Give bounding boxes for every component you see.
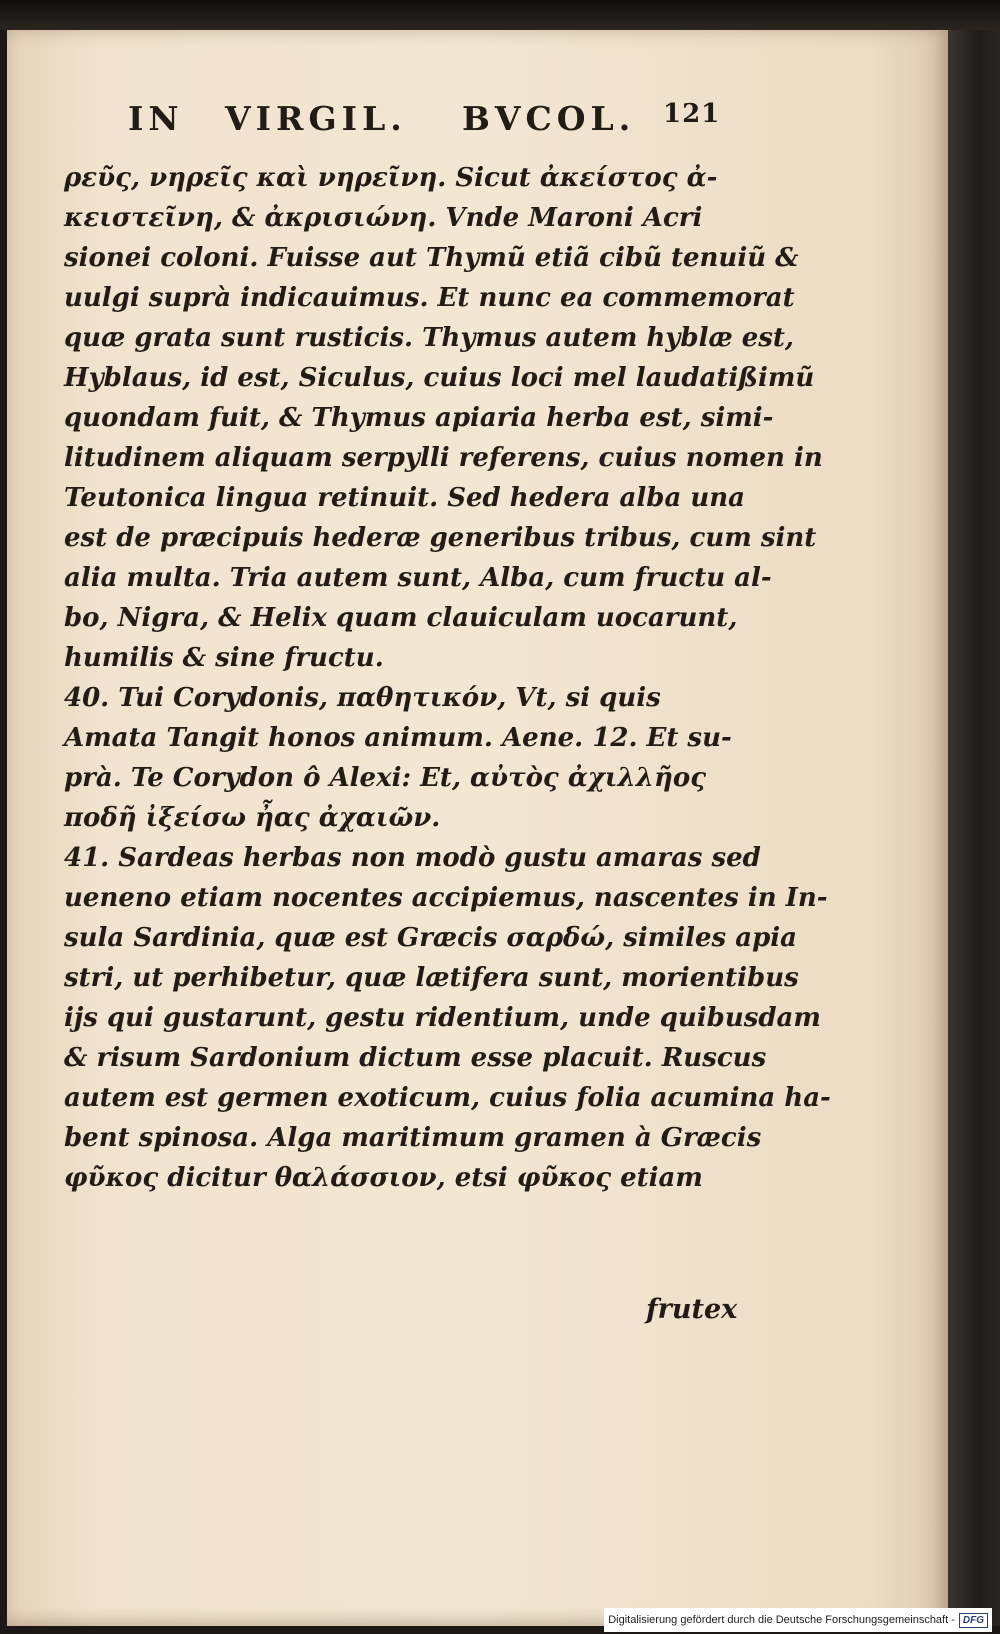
text-line: ρεῦς, νηρεῖς καὶ νηρεῖνη. Sicut ἀκείστος ἀ- (64, 163, 718, 193)
text-line: sula Sardinia, quæ est Græcis σαρδώ, similes apia (64, 923, 797, 953)
text-line: ueneno etiam nocentes accipiemus, nascentes in In- (64, 883, 828, 913)
catchword: frutex (646, 1294, 738, 1325)
text-line: est de præcipuis hederæ generibus tribus, cum sint (64, 523, 817, 553)
text-line: Hyblaus, id est, Siculus, cuius loci mel laudatißimũ (64, 363, 815, 393)
text-line: Amata Tangit honos animum. Aene. 12. Et su- (64, 723, 732, 753)
text-line: stri, ut perhibetur, quæ lætifera sunt, morientibus (64, 963, 799, 993)
note-41-line: 41. Sardeas herbas non modò gustu amaras sed (64, 843, 761, 873)
text-line: autem est germen exoticum, cuius folia acumina ha- (64, 1083, 831, 1113)
text-line: uulgi suprà indicauimus. Et nunc ea commemorat (64, 283, 795, 313)
text-line: φῦκος dicitur θαλάσσιον, etsi φῦκος etiam (64, 1163, 703, 1193)
text-line: sionei coloni. Fuisse aut Thymũ etiã cibũ tenuiũ & (64, 243, 799, 273)
page-number: 121 (663, 99, 721, 129)
note-40-line: 40. Tui Corydonis, παθητικόν, Vt, si quis (64, 683, 661, 713)
credit-text: Digitalisierung gefördert durch die Deutsche Forschungsgemeinschaft - (608, 1614, 955, 1626)
text-line: bent spinosa. Alga maritimum gramen à Græcis (64, 1123, 762, 1153)
text-line: ποδῆ ἰξείσω ἦας ἀχαιῶν. (64, 803, 441, 833)
text-line: κειστεῖνη, & ἀκρισιώνη. Vnde Maroni Acri (64, 203, 703, 233)
running-head-word-3: BVCOL. (462, 99, 636, 138)
text-line: bo, Nigra, & Helix quam clauiculam uocarunt, (64, 603, 738, 633)
text-line: quondam fuit, & Thymus apiaria herba est, simi- (64, 403, 774, 433)
digitization-credit (604, 1608, 992, 1632)
text-line: & risum Sardonium dictum esse placuit. Ruscus (64, 1043, 767, 1073)
text-line: Teutonica lingua retinuit. Sed hedera alba una (64, 483, 746, 513)
text-line: litudinem aliquam serpylli referens, cuius nomen in (64, 443, 823, 473)
body-text (64, 158, 831, 1198)
running-head (128, 99, 728, 147)
page-edge-shadow (948, 30, 1000, 1626)
running-head-word-2: VIRGIL. (225, 99, 407, 138)
text-line: ijs qui gustarunt, gestu ridentium, unde quibusdam (64, 1003, 821, 1033)
dfg-logo: DFG (959, 1613, 988, 1628)
text-line: humilis & sine fructu. (64, 643, 384, 673)
scan-top-edge (0, 0, 1000, 30)
text-line: alia multa. Tria autem sunt, Alba, cum fructu al- (64, 563, 772, 593)
text-line: prà. Te Corydon ô Alexi: Et, αὐτὸς ἀχιλλῆος (64, 763, 707, 793)
running-head-word-1: IN (128, 99, 184, 138)
text-line: quæ grata sunt rusticis. Thymus autem hyblæ est, (64, 323, 794, 353)
